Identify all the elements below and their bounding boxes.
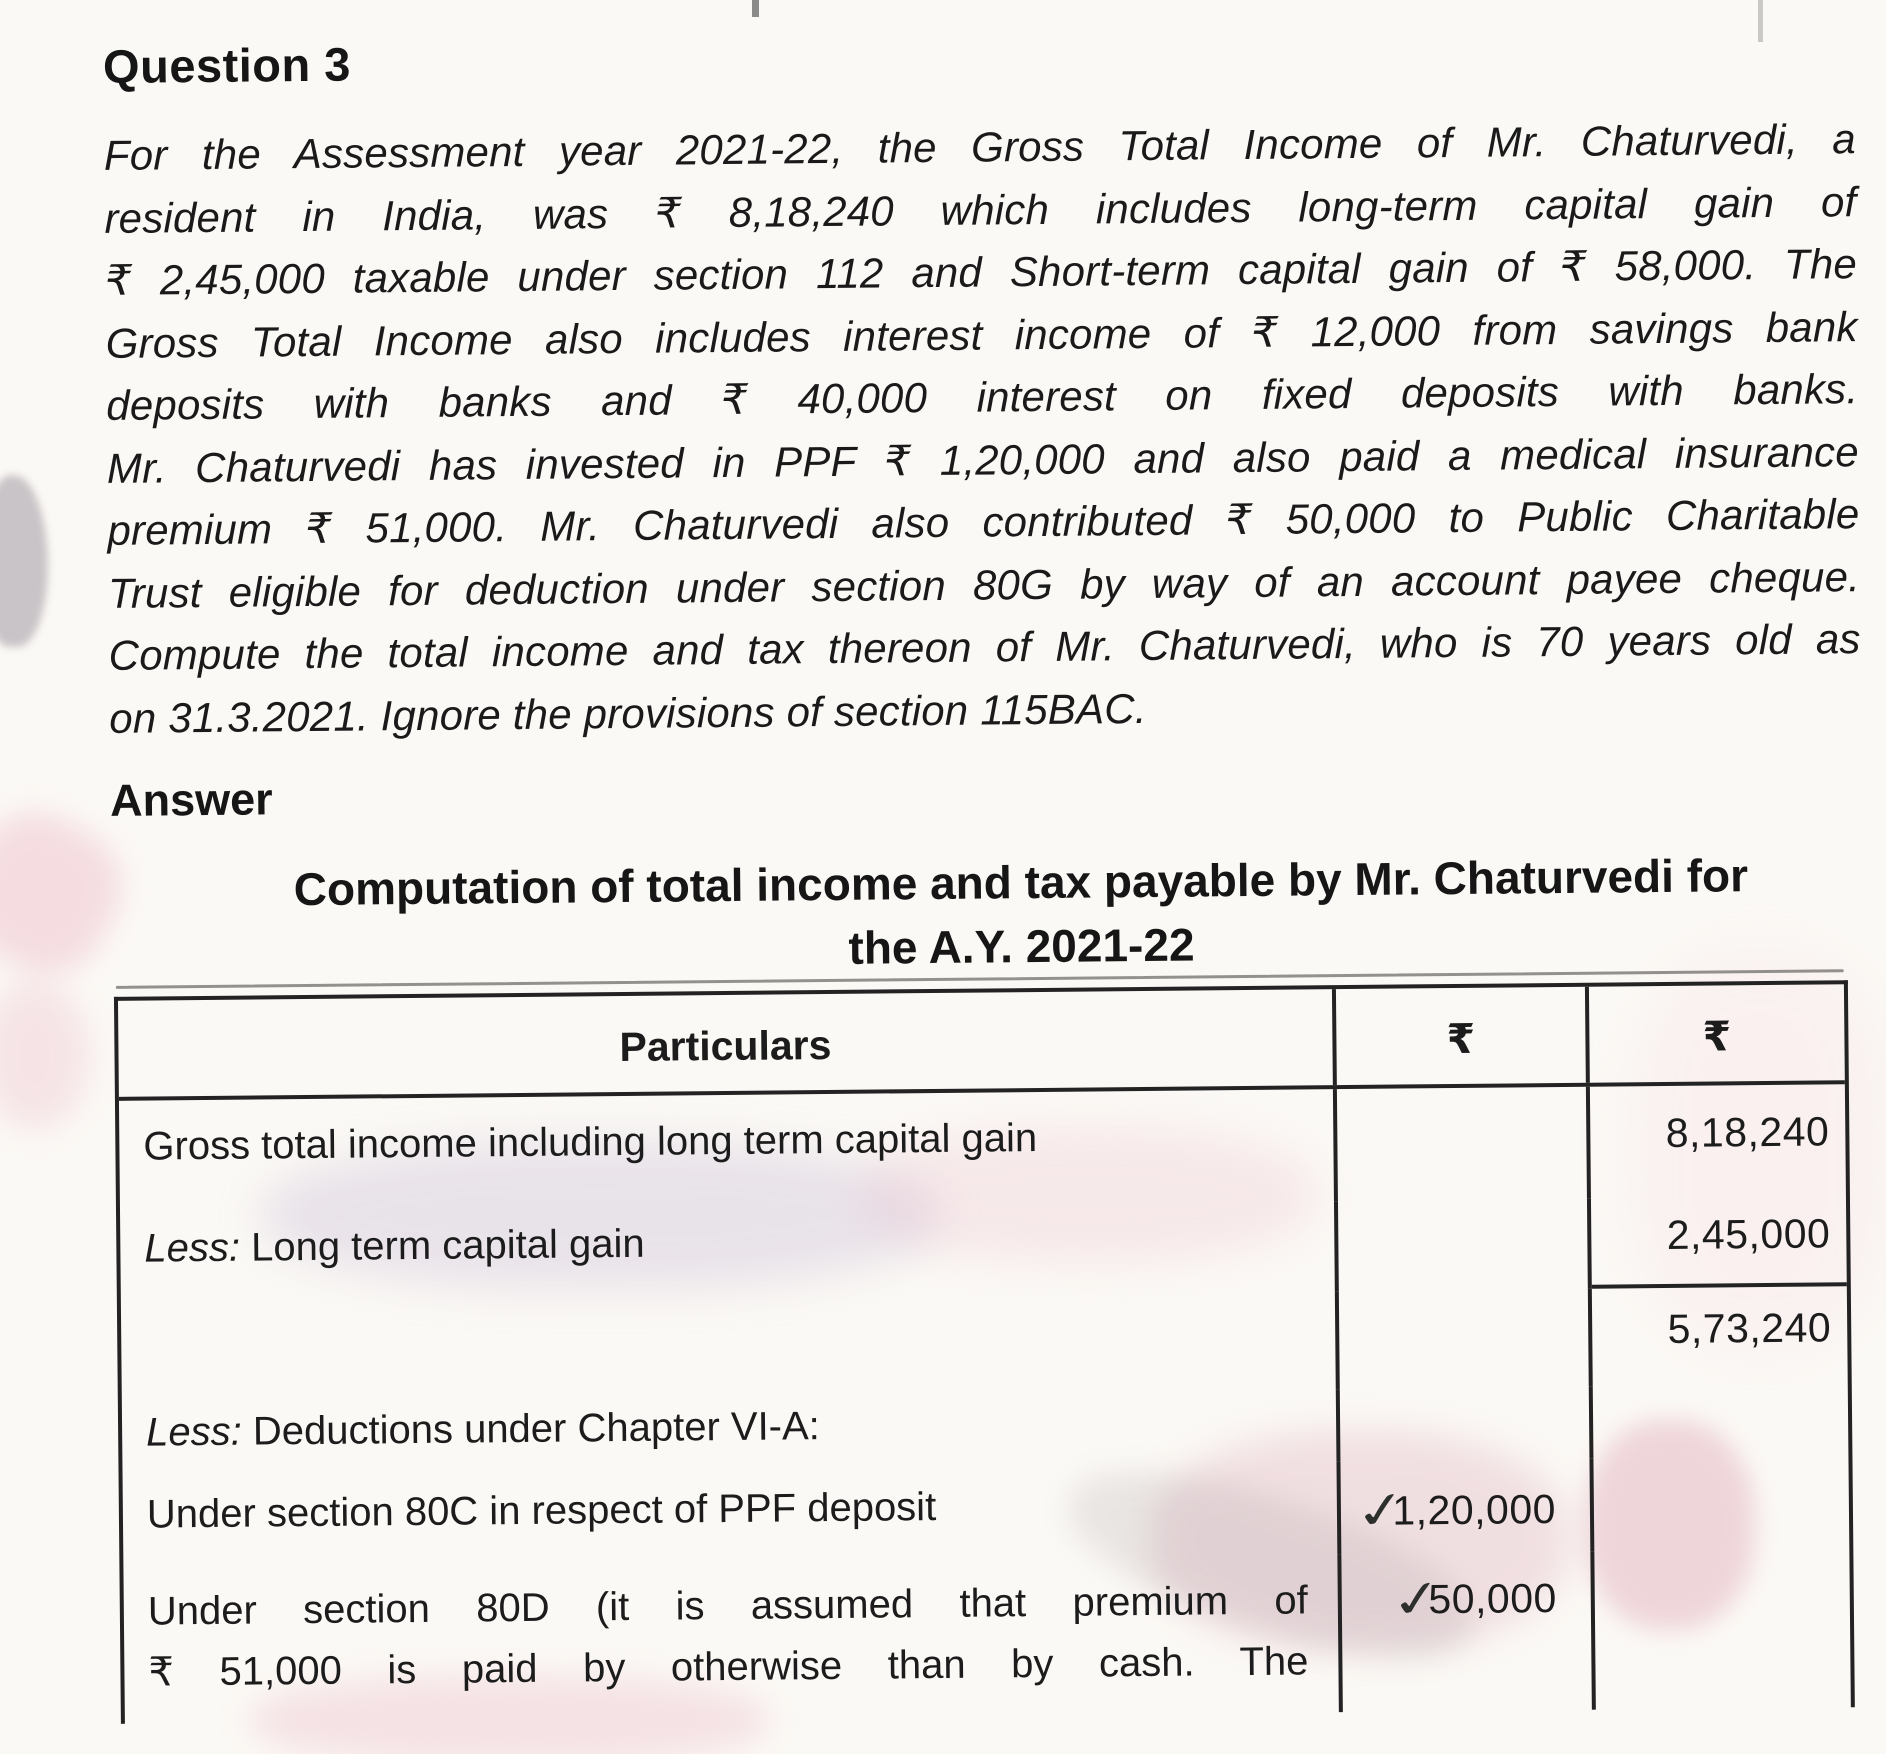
row-amount-col1 bbox=[1340, 1387, 1594, 1461]
row-amount-col2: 8,18,240 bbox=[1665, 1108, 1830, 1156]
paragraph-line: Compute the total income and tax thereon of Mr. Chaturvedi, who is 70 years old as bbox=[108, 615, 1861, 679]
row-amount-col1 bbox=[1340, 1459, 1594, 1554]
paragraph-line: Trust eligible for deduction under section 80G by way of an account payee cheque. bbox=[107, 552, 1861, 617]
table-row-gross-total bbox=[119, 1084, 1846, 1213]
table-title-line-1: Computation of total income and tax payable by Mr. Chaturvedi for bbox=[293, 849, 1749, 916]
row-label bbox=[122, 1389, 1341, 1473]
row-amount-col1 bbox=[1338, 1199, 1592, 1291]
row-label: Gross total income including long term capital gain bbox=[119, 1089, 1338, 1213]
paragraph-line: premium ₹ 51,000. Mr. Chaturvedi also contributed ₹ 50,000 to Public Charitable bbox=[107, 490, 1860, 554]
question-heading: Question 3 bbox=[102, 37, 352, 93]
row-amount-col2: 2,45,000 bbox=[1591, 1196, 1847, 1288]
row-label bbox=[120, 1201, 1339, 1303]
header-rupee-col-2: ₹ bbox=[1702, 1013, 1732, 1060]
row-amount-col1 bbox=[1337, 1087, 1591, 1201]
row-amount-col1 bbox=[1339, 1289, 1593, 1389]
row-label-line-1: Under section 80D (it is assumed that premium of bbox=[147, 1578, 1309, 1634]
amount-value: 1,20,000 bbox=[1392, 1486, 1557, 1534]
table-title-line-2: the A.Y. 2021-22 bbox=[848, 918, 1195, 974]
row-label-text: Long term capital gain bbox=[239, 1221, 645, 1270]
row-amount-col2: 5,73,240 bbox=[1667, 1304, 1832, 1352]
paragraph-line: on 31.3.2021. Ignore the provisions of section 115BAC. bbox=[109, 684, 1147, 742]
paragraph-line: Gross Total Income also includes interest income of ₹ 12,000 from savings bank bbox=[105, 302, 1858, 367]
table-header-row bbox=[118, 984, 1845, 1101]
table-row-subtotal bbox=[121, 1286, 1848, 1401]
header-particulars: Particulars bbox=[118, 989, 1337, 1097]
paragraph-line: deposits with banks and ₹ 40,000 interest on fixed deposits with banks. bbox=[106, 365, 1859, 429]
table-row-section-80d bbox=[123, 1549, 1850, 1724]
handwritten-tick-icon: ✓ bbox=[1350, 1480, 1412, 1543]
row-amount-col1 bbox=[1341, 1552, 1596, 1712]
paragraph-line: Mr. Chaturvedi has invested in PPF ₹ 1,20,000 and also paid a medical insurance bbox=[106, 427, 1860, 492]
row-label-line-2: ₹ 51,000 is paid by otherwise than by cash. The bbox=[148, 1639, 1309, 1695]
less-prefix: Less: bbox=[145, 1409, 242, 1455]
table-row-less-ltcg bbox=[120, 1196, 1847, 1303]
question-paragraph bbox=[104, 108, 1862, 750]
table-row-section-80c bbox=[123, 1456, 1850, 1566]
row-label bbox=[121, 1291, 1340, 1401]
answer-heading: Answer bbox=[109, 773, 273, 826]
table-title bbox=[151, 842, 1886, 987]
row-label bbox=[123, 1554, 1342, 1724]
amount-value: 50,000 bbox=[1428, 1575, 1558, 1623]
header-rupee-col-1: ₹ bbox=[1336, 987, 1590, 1085]
row-amount-col2 bbox=[1593, 1456, 1849, 1551]
handwritten-tick-icon: ✓ bbox=[1386, 1568, 1448, 1631]
paragraph-line: ₹ 2,45,000 taxable under section 112 and Short-term capital gain of ₹ 58,000. The bbox=[104, 240, 1858, 304]
paragraph-line: resident in India, was ₹ 8,18,240 which includes long-term capital gain of bbox=[104, 177, 1857, 242]
computation-table bbox=[114, 980, 1855, 1724]
less-prefix: Less: bbox=[144, 1225, 241, 1271]
row-amount-col2 bbox=[1593, 1384, 1849, 1458]
row-label: Under section 80C in respect of PPF deposit bbox=[123, 1461, 1342, 1566]
row-amount-col2 bbox=[1594, 1549, 1851, 1709]
paragraph-line: For the Assessment year 2021-22, the Gross Total Income of Mr. Chaturvedi, a bbox=[103, 115, 1857, 179]
row-label-text: Deductions under Chapter VI-A: bbox=[241, 1404, 821, 1454]
